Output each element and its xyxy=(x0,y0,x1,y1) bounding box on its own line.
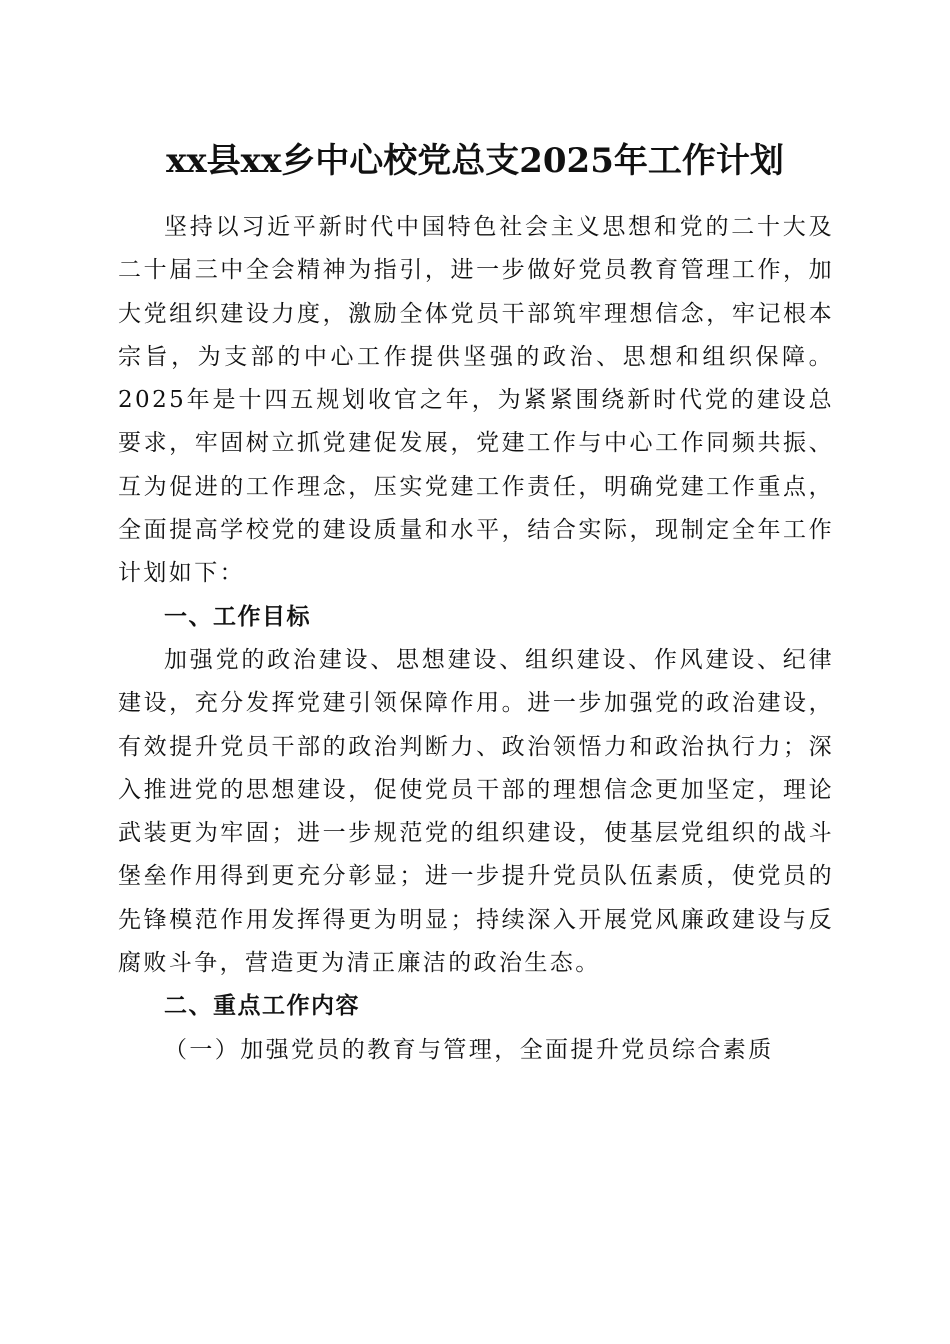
subsection-heading-education: （一）加强党员的教育与管理，全面提升党员综合素质 xyxy=(164,1036,774,1063)
section-heading-goals: 一、工作目标 xyxy=(164,603,311,630)
intro-paragraph: 坚持以习近平新时代中国特色社会主义思想和党的二十大及二十届三中全会精神为指引，进一步做好党员教育管理工作，加大党组织建设力度，激励全体党员干部筑牢理想信念，牢记根本宗旨，为支部的中心工作提供坚强的政治、思想和组织保障。2025年是十四五规划收官之年，为紧紧围绕新时代党的建设总要求，牢固树立抓党建促发展，党建工作与中心工作同频共振、互为促进的工作理念，压实党建工作责任，明确党建工作重点，全面提高学校党的建设质量和水平，结合实际，现制定全年工作计划如下： xyxy=(118,214,834,587)
document-body xyxy=(118,206,834,1072)
goals-paragraph: 加强党的政治建设、思想建设、组织建设、作风建设、纪律建设，充分发挥党建引领保障作用。进一步加强党的政治建设，有效提升党员干部的政治判断力、政治领悟力和政治执行力；深入推进党的思想建设，促使党员干部的理想信念更加坚定，理论武装更为牢固；进一步规范党的组织建设，使基层党组织的战斗堡垒作用得到更充分彰显；进一步提升党员队伍素质，使党员的先锋模范作用发挥得更为明显；持续深入开展党风廉政建设与反腐败斗争，营造更为清正廉洁的政治生态。 xyxy=(118,646,834,977)
section-heading-key-work: 二、重点工作内容 xyxy=(164,993,360,1020)
document-title: xx县xx乡中心校党总支2025年工作计划 xyxy=(166,141,784,181)
